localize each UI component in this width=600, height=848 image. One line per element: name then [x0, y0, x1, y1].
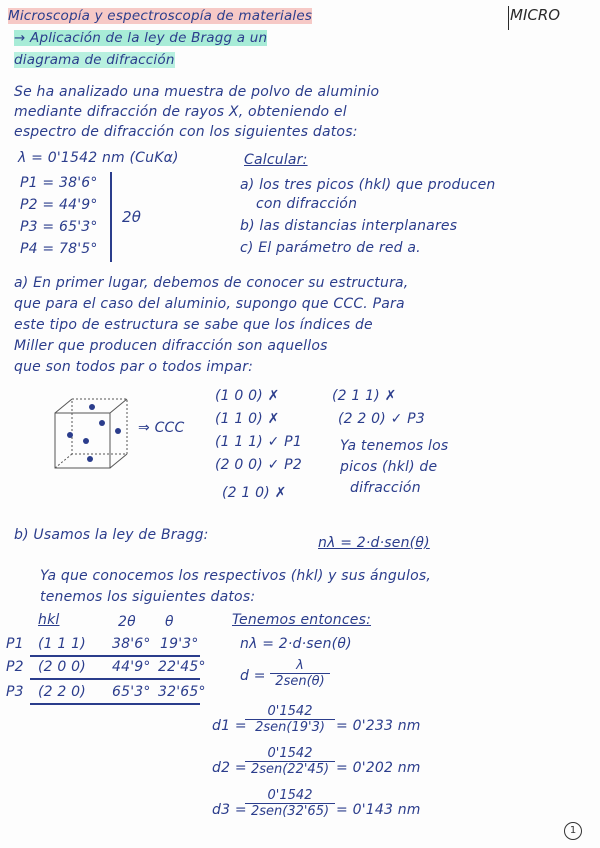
peak-3: P3 = 65'3° [20, 219, 98, 235]
question-b: b) las distancias interplanares [240, 218, 458, 234]
table-cell-hkl: (1 1 1) [38, 636, 86, 652]
table-divider [30, 678, 200, 680]
table-row-label: P1 [6, 636, 24, 652]
derivation-eq1: nλ = 2·d·sen(θ) [240, 636, 352, 652]
fraction-denominator: 2sen(θ) [275, 674, 325, 689]
question-a-1: a) los tres picos (hkl) que producen [240, 177, 496, 193]
table-header-2theta: 2θ [118, 614, 136, 630]
question-a-2: con difracción [256, 196, 358, 212]
page-number: 1 [564, 822, 582, 840]
table-cell-2theta: 38'6° [112, 636, 151, 652]
table-header-hkl: hkl [38, 612, 60, 628]
fraction-denominator: 2sen(22'45) [250, 762, 330, 777]
two-theta-label: 2θ [122, 208, 142, 226]
title-line-2: → Aplicación de la ley de Bragg a un [14, 30, 268, 46]
answer-b-heading: b) Usamos la ley de Bragg: [14, 527, 209, 543]
title-line-1: Microscopía y espectroscopía de materiales [8, 8, 313, 24]
table-cell-theta: 32'65° [158, 684, 206, 700]
table-cell-hkl: (2 0 0) [38, 659, 86, 675]
peak-1: P1 = 38'6° [20, 175, 98, 191]
intro-line-2: mediante difracción de rayos X, obteniendo el [14, 104, 347, 120]
d3-result: = 0'143 nm [336, 802, 421, 818]
d2-result: = 0'202 nm [336, 760, 421, 776]
answer-a-line-4: Miller que producen difracción son aquellos [14, 338, 328, 354]
d1-lhs: d1 = [212, 718, 247, 734]
title-line-3: diagrama de difracción [14, 52, 175, 68]
answer-b-line-2: tenemos los siguientes datos: [40, 589, 256, 605]
table-cell-2theta: 44'9° [112, 659, 151, 675]
answer-a-line-1: a) En primer lugar, debemos de conocer su estructura, [14, 275, 409, 291]
answer-a-line-2: que para el caso del aluminio, supongo que CCC. Para [14, 296, 405, 312]
table-cell-2theta: 65'3° [112, 684, 151, 700]
peak-2: P2 = 44'9° [20, 197, 98, 213]
peak-4: P4 = 78'5° [20, 241, 98, 257]
note-line-1: Ya tenemos los [340, 438, 449, 454]
d2-lhs: d2 = [212, 760, 247, 776]
table-cell-theta: 19'3° [160, 636, 199, 652]
derivation-eq2-lhs: d = [240, 668, 266, 684]
fraction-denominator: 2sen(19'3) [255, 720, 325, 735]
subject-tag: MICRO [510, 6, 561, 24]
miller-left-5: (2 1 0) ✗ [222, 485, 287, 501]
fraction-numerator: 0'1542 [245, 704, 335, 720]
fraction-d [270, 658, 330, 689]
fraction-denominator: 2sen(32'65) [250, 804, 330, 819]
fraction-numerator: 0'1542 [245, 746, 335, 762]
miller-left-4: (2 0 0) ✓ P2 [215, 457, 302, 473]
miller-left-2: (1 1 0) ✗ [215, 411, 280, 427]
table-header-theta: θ [165, 614, 174, 630]
fraction-d3 [245, 788, 335, 819]
ccc-label: ⇒ CCC [138, 420, 185, 436]
bragg-formula: nλ = 2·d·sen(θ) [318, 535, 430, 551]
answer-a-line-3: este tipo de estructura se sabe que los índices de [14, 317, 373, 333]
table-divider [30, 655, 200, 657]
questions-heading: Calcular: [244, 152, 308, 168]
intro-line-3: espectro de difracción con los siguientes datos: [14, 124, 358, 140]
tag-divider [508, 6, 509, 30]
miller-right-1: (2 1 1) ✗ [332, 388, 397, 404]
lambda-value: λ = 0'1542 nm (CuKα) [18, 150, 179, 166]
table-row-label: P3 [6, 684, 24, 700]
fraction-d2 [245, 746, 335, 777]
note-line-3: difracción [350, 480, 421, 496]
table-row-label: P2 [6, 659, 24, 675]
answer-a-line-5: que son todos par o todos impar: [14, 359, 254, 375]
ccc-cube-diagram [50, 395, 140, 475]
miller-left-1: (1 0 0) ✗ [215, 388, 280, 404]
note-line-2: picos (hkl) de [340, 459, 438, 475]
miller-left-3: (1 1 1) ✓ P1 [215, 434, 302, 450]
table-cell-hkl: (2 2 0) [38, 684, 86, 700]
answer-b-line-1: Ya que conocemos los respectivos (hkl) y sus ángulos, [40, 568, 432, 584]
question-c: c) El parámetro de red a. [240, 240, 421, 256]
fraction-numerator: 0'1542 [245, 788, 335, 804]
brace [110, 172, 112, 262]
d1-result: = 0'233 nm [336, 718, 421, 734]
table-divider [30, 703, 200, 705]
miller-right-2: (2 2 0) ✓ P3 [338, 411, 425, 427]
fraction-d1 [245, 704, 335, 735]
intro-line-1: Se ha analizado una muestra de polvo de aluminio [14, 84, 380, 100]
table-cell-theta: 22'45° [158, 659, 206, 675]
d3-lhs: d3 = [212, 802, 247, 818]
fraction-numerator: λ [270, 658, 330, 674]
derivation-heading: Tenemos entonces: [232, 612, 372, 628]
